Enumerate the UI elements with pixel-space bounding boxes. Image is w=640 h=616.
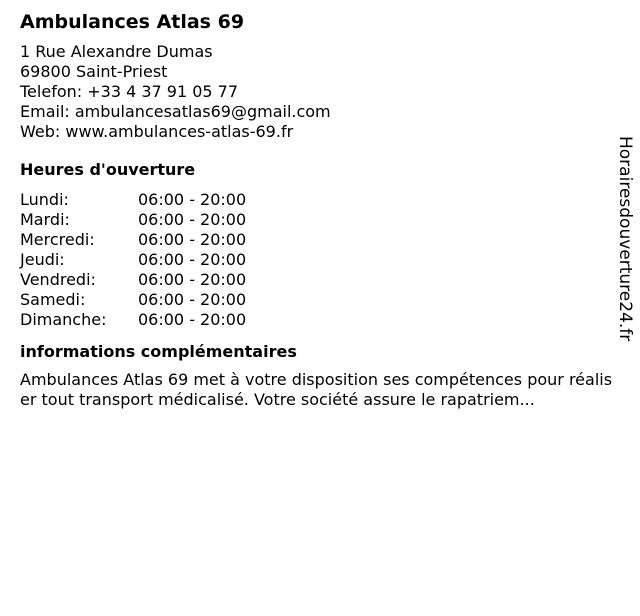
website-address: Web: www.ambulances-atlas-69.fr bbox=[20, 122, 294, 141]
contact-block bbox=[20, 42, 610, 142]
hours-time: 06:00 - 20:00 bbox=[138, 290, 247, 309]
hours-row bbox=[20, 290, 610, 310]
email-address: Email: ambulancesatlas69@gmail.com bbox=[20, 102, 331, 121]
opening-hours-heading: Heures d'ouverture bbox=[20, 160, 196, 179]
hours-time: 06:00 - 20:00 bbox=[138, 210, 247, 229]
opening-hours-table bbox=[20, 190, 610, 330]
hours-time: 06:00 - 20:00 bbox=[138, 250, 247, 269]
hours-time: 06:00 - 20:00 bbox=[138, 190, 247, 209]
hours-day: Mardi: bbox=[20, 210, 70, 229]
hours-row bbox=[20, 230, 610, 250]
hours-day: Samedi: bbox=[20, 290, 86, 309]
hours-row bbox=[20, 310, 610, 330]
hours-time: 06:00 - 20:00 bbox=[138, 310, 247, 329]
hours-day: Lundi: bbox=[20, 190, 69, 209]
hours-day: Dimanche: bbox=[20, 310, 107, 329]
hours-row bbox=[20, 190, 610, 210]
additional-info-heading: informations complémentaires bbox=[20, 342, 297, 361]
hours-time: 06:00 - 20:00 bbox=[138, 270, 247, 289]
hours-row bbox=[20, 250, 610, 270]
address-street: 1 Rue Alexandre Dumas bbox=[20, 42, 213, 61]
phone-number: Telefon: +33 4 37 91 05 77 bbox=[20, 82, 239, 101]
address-city: 69800 Saint-Priest bbox=[20, 62, 168, 81]
hours-time: 06:00 - 20:00 bbox=[138, 230, 247, 249]
business-card bbox=[20, 10, 613, 410]
hours-day: Jeudi: bbox=[20, 250, 65, 269]
hours-row bbox=[20, 210, 610, 230]
hours-row bbox=[20, 270, 610, 290]
hours-day: Mercredi: bbox=[20, 230, 95, 249]
site-watermark: Horairesdouverture24.fr bbox=[615, 136, 635, 342]
additional-info-text: Ambulances Atlas 69 met à votre disposition ses compétences pour réaliser tout transport médicalisé. Votre société assure le rapatriem... bbox=[20, 370, 613, 409]
hours-day: Vendredi: bbox=[20, 270, 96, 289]
business-name: Ambulances Atlas 69 bbox=[20, 11, 245, 33]
